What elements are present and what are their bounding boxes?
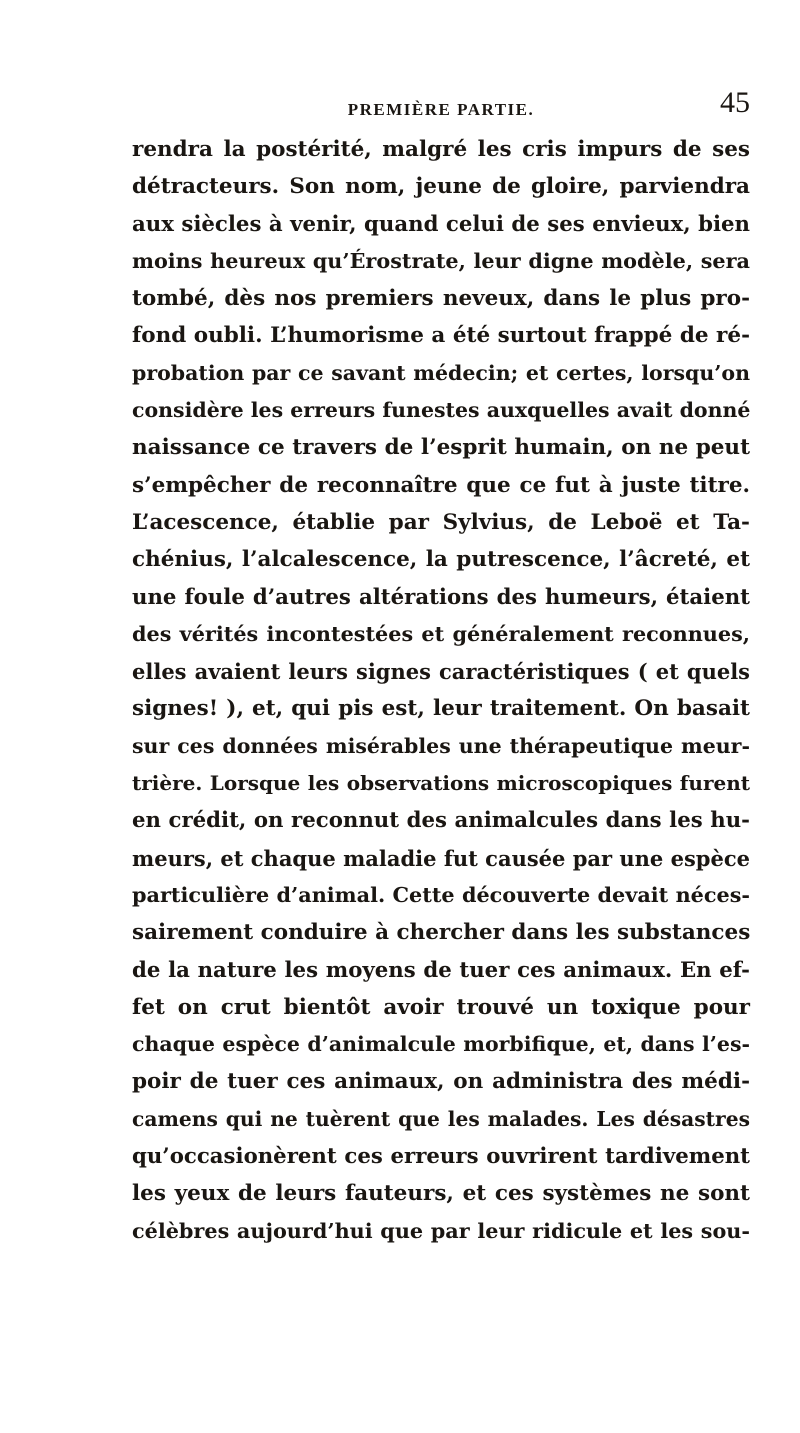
text-line: probation par ce savant médecin; et certes, lorsqu’on — [132, 360, 750, 385]
text-line: sairement conduire à chercher dans les substances — [132, 920, 751, 946]
text-line: naissance ce travers de l’esprit humain, on ne peut — [132, 435, 750, 461]
text-line: tombé, dès nos premiers neveux, dans le plus pro- — [132, 286, 750, 312]
text-line: les yeux de leurs fauteurs, et ces systèmes ne sont — [132, 1181, 750, 1207]
text-line: chénius, l’alcalescence, la putrescence, l’âcreté, et — [132, 547, 750, 573]
text-line: poir de tuer ces animaux, on administra des médi- — [132, 1069, 750, 1095]
page-number: 45 — [720, 86, 750, 119]
body-text — [132, 131, 750, 1250]
text-line: signes! ), et, qui pis est, leur traitement. On basait — [132, 696, 750, 722]
text-line: elles avaient leurs signes caractéristiques ( et quels — [132, 659, 750, 685]
text-line: détracteurs. Son nom, jeune de gloire, parviendra — [132, 174, 750, 200]
text-line: chaque espèce d’animalcule morbifique, et, dans l’es- — [132, 1032, 750, 1057]
text-line: camens qui ne tuèrent que les malades. Les désastres — [132, 1106, 750, 1131]
text-line: fond oubli. L’humorisme a été surtout frappé de ré- — [132, 323, 750, 349]
text-line: moins heureux qu’Érostrate, leur digne modèle, sera — [132, 248, 750, 273]
text-line: considère les erreurs funestes auxquelles avait donné — [132, 398, 751, 423]
text-line: en crédit, on reconnut des animalcules dans les hu- — [132, 808, 750, 834]
text-line: une foule d’autres altérations des humeurs, étaient — [132, 584, 750, 610]
text-line: des vérités incontestées et généralement reconnues, — [132, 621, 750, 646]
text-line: meurs, et chaque maladie fut causée par une espèce — [132, 845, 750, 871]
text-line: aux siècles à venir, quand celui de ses envieux, bien — [132, 211, 750, 237]
text-line: rendra la postérité, malgré les cris impurs de ses — [132, 137, 750, 162]
text-line: fet on crut bientôt avoir trouvé un toxique pour — [132, 994, 750, 1020]
running-head — [132, 86, 750, 126]
text-line: L’acescence, établie par Sylvius, de Leboë et Ta- — [132, 509, 750, 535]
text-line: de la nature les moyens de tuer ces animaux. En ef- — [132, 957, 750, 983]
text-line: s’empêcher de reconnaître que ce fut à juste titre. — [132, 472, 750, 498]
text-line: particulière d’animal. Cette découverte devait néces- — [132, 882, 750, 907]
text-line: sur ces données misérables une thérapeutique meur- — [132, 733, 750, 758]
text-line: célèbres aujourd’hui que par leur ridicule et les sou- — [132, 1218, 750, 1243]
text-line: qu’occasionèrent ces erreurs ouvrirent tardivement — [132, 1144, 750, 1170]
text-line: trière. Lorsque les observations microscopiques furent — [132, 771, 750, 796]
running-title: PREMIÈRE PARTIE. — [347, 100, 535, 119]
